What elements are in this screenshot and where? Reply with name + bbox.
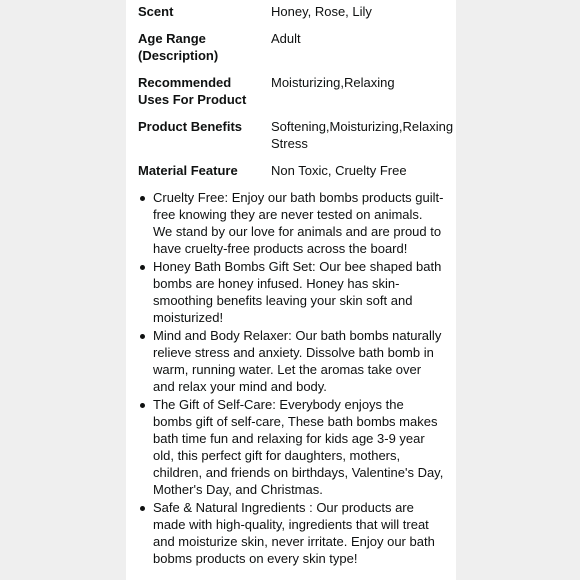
bullet-text: The Gift of Self-Care: Everybody enjoys the bombs gift of self-care, These bath bombs makes bath time fun and relaxing for kids age 3-9 year old, this perfect gift for daughters, mothers, children, and friends on birthdays, Valentine's Day, Mother's Day, and Christmas. [153,397,444,497]
bullet-text: Cruelty Free: Enjoy our bath bombs products guilt-free knowing they are never tested on animals. We stand by our love for animals and are proud to have cruelty-free products across the board! [153,190,444,256]
spec-label: Recommended Uses For Product [138,75,247,107]
bullet-dot-icon [140,265,145,270]
spec-value: Softening,Moisturizing,Relaxing Stress [271,119,454,151]
spec-value: Moisturizing,Relaxing [271,75,395,90]
feature-bullet-list [126,189,456,568]
spec-row-recommended-uses [138,74,456,108]
spec-value: Adult [271,31,301,46]
list-item [126,189,456,257]
list-item [126,258,456,326]
list-item [126,327,456,395]
bullet-text: Mind and Body Relaxer: Our bath bombs naturally relieve stress and anxiety. Dissolve bath bomb in warm, running water. Let the aromas take over and relax your mind and body. [153,328,442,394]
spec-label: Age Range (Description) [138,31,219,63]
spec-label: Scent [138,4,174,19]
product-spec-table [138,3,456,188]
spec-row-scent [138,3,456,20]
bullet-dot-icon [140,403,145,408]
bullet-text: Honey Bath Bombs Gift Set: Our bee shaped bath bombs are honey infused. Honey has skin-smoothing benefits leaving your skin soft and moisturized! [153,259,442,325]
spec-row-product-benefits [138,118,456,152]
bullet-text: Safe & Natural Ingredients : Our products are made with high-quality, ingredients that will treat and moisturize skin, never irritate. Enjoy our bath bobms products on every skin type! [153,500,435,566]
list-item [126,396,456,498]
spec-label: Product Benefits [138,119,243,134]
spec-value: Non Toxic, Cruelty Free [271,163,407,178]
bullet-dot-icon [140,506,145,511]
product-details-panel [126,0,456,580]
spec-row-age-range [138,30,456,64]
list-item [126,499,456,567]
spec-row-material-feature [138,162,456,179]
bullet-dot-icon [140,334,145,339]
spec-value: Honey, Rose, Lily [271,4,372,19]
bullet-dot-icon [140,196,145,201]
spec-label: Material Feature [138,163,238,178]
